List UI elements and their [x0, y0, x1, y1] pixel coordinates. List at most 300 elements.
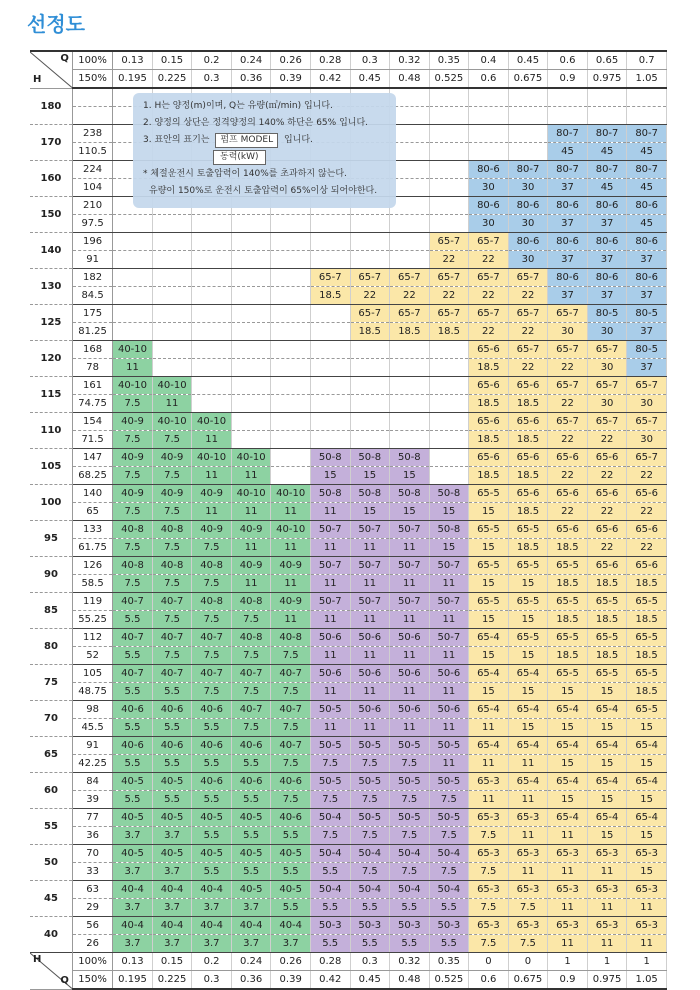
empty-cell — [231, 305, 271, 323]
power-kw-cell: 5.5 — [310, 935, 350, 953]
empty-cell — [231, 413, 271, 431]
head-65pct: 58.5 — [72, 575, 112, 593]
power-kw-cell: 37 — [587, 215, 627, 233]
pump-model-cell: 65-4 — [469, 629, 509, 647]
power-kw-cell: 7.5 — [469, 863, 509, 881]
pump-model-cell: 50-6 — [429, 701, 469, 719]
header-q150-cell: 0.39 — [271, 70, 311, 89]
pump-model-cell: 40-7 — [271, 737, 311, 755]
footer-q150-cell: 0.525 — [429, 971, 469, 990]
footer-q150-cell: 0.42 — [310, 971, 350, 990]
power-kw-cell: 7.5 — [429, 863, 469, 881]
power-kw-cell: 7.5 — [113, 503, 153, 521]
empty-cell — [429, 88, 469, 107]
empty-cell — [587, 88, 627, 107]
pump-model-cell: 50-5 — [310, 737, 350, 755]
power-kw-cell: 15 — [508, 683, 548, 701]
pump-model-cell: 50-6 — [350, 665, 390, 683]
empty-cell — [271, 287, 311, 305]
head-65pct: 36 — [72, 827, 112, 845]
footer-q-cell: 1 — [587, 953, 627, 971]
head-140pct: 63 — [72, 881, 112, 899]
power-kw-cell: 15 — [548, 755, 588, 773]
power-kw-cell: 5.5 — [113, 719, 153, 737]
head-value: 85 — [30, 593, 72, 629]
power-kw-cell: 11 — [350, 611, 390, 629]
header-q-cell: 0.6 — [548, 51, 588, 70]
pump-model-cell: 40-10 — [113, 341, 153, 359]
power-kw-cell: 22 — [587, 467, 627, 485]
power-kw-cell: 22 — [350, 287, 390, 305]
power-kw-cell: 7.5 — [152, 431, 192, 449]
pump-model-cell: 65-6 — [508, 485, 548, 503]
pump-model-cell: 65-4 — [548, 737, 588, 755]
empty-cell — [152, 323, 192, 341]
pump-model-cell: 80-6 — [627, 269, 667, 287]
empty-cell — [390, 341, 430, 359]
head-140pct: 77 — [72, 809, 112, 827]
pump-model-cell: 40-5 — [152, 809, 192, 827]
power-kw-cell: 15 — [469, 575, 509, 593]
power-kw-cell: 22 — [390, 287, 430, 305]
power-kw-cell: 5.5 — [231, 827, 271, 845]
empty-cell — [271, 359, 311, 377]
empty-cell — [271, 431, 311, 449]
empty-cell — [271, 467, 311, 485]
pump-model-cell: 80-6 — [469, 161, 509, 179]
head-value: 160 — [30, 161, 72, 197]
power-kw-cell: 7.5 — [390, 863, 430, 881]
pump-model-cell: 40-7 — [113, 665, 153, 683]
pump-model-cell: 50-4 — [310, 845, 350, 863]
pump-model-cell: 65-6 — [548, 521, 588, 539]
empty-cell — [192, 359, 232, 377]
empty-cell — [469, 88, 509, 107]
head-65pct: 97.5 — [72, 215, 112, 233]
pump-model-cell: 80-6 — [627, 197, 667, 215]
pump-model-cell: 40-7 — [152, 665, 192, 683]
power-kw-cell: 11 — [310, 719, 350, 737]
pump-model-cell: 65-4 — [508, 665, 548, 683]
head-140pct: 168 — [72, 341, 112, 359]
pump-model-cell: 50-8 — [429, 485, 469, 503]
pump-model-cell: 65-4 — [469, 737, 509, 755]
power-kw-cell: 18.5 — [508, 395, 548, 413]
power-kw-cell: 5.5 — [350, 899, 390, 917]
pump-model-cell: 40-9 — [231, 557, 271, 575]
empty-cell — [429, 143, 469, 161]
power-kw-cell: 11 — [429, 683, 469, 701]
power-kw-cell: 7.5 — [271, 647, 311, 665]
pump-model-cell: 40-8 — [231, 593, 271, 611]
header-q-cell: 0.3 — [350, 51, 390, 70]
power-kw-cell: 5.5 — [192, 755, 232, 773]
empty-cell — [192, 395, 232, 413]
header-q150-cell: 0.195 — [113, 70, 153, 89]
power-kw-cell: 22 — [548, 503, 588, 521]
empty-cell — [548, 88, 588, 107]
power-kw-cell: 30 — [508, 215, 548, 233]
pump-model-cell: 65-3 — [548, 881, 588, 899]
pump-model-cell: 65-7 — [390, 269, 430, 287]
pump-model-cell: 40-7 — [231, 665, 271, 683]
pump-model-cell: 65-3 — [508, 845, 548, 863]
power-kw-cell: 3.7 — [231, 935, 271, 953]
power-kw-cell: 15 — [469, 539, 509, 557]
footer-q150-cell: 1.05 — [627, 971, 667, 990]
pump-model-cell: 65-7 — [310, 269, 350, 287]
power-kw-cell: 7.5 — [231, 647, 271, 665]
power-kw-cell: 15 — [469, 683, 509, 701]
pump-model-cell: 40-8 — [113, 521, 153, 539]
pump-model-cell: 40-10 — [192, 449, 232, 467]
empty-cell — [429, 179, 469, 197]
power-kw-cell: 18.5 — [587, 611, 627, 629]
pump-model-cell: 65-4 — [548, 809, 588, 827]
pump-model-cell: 40-10 — [271, 521, 311, 539]
pump-model-cell: 40-9 — [271, 557, 311, 575]
power-kw-cell: 11 — [231, 575, 271, 593]
power-kw-cell: 30 — [587, 395, 627, 413]
empty-cell — [271, 251, 311, 269]
power-kw-cell: 11 — [390, 575, 430, 593]
power-kw-cell: 18.5 — [469, 431, 509, 449]
header-q-cell: 0.13 — [113, 51, 153, 70]
head-value: 60 — [30, 773, 72, 809]
head-65pct: 110.5 — [72, 143, 112, 161]
pump-model-cell: 40-5 — [271, 881, 311, 899]
power-kw-cell: 22 — [508, 323, 548, 341]
power-kw-cell: 18.5 — [627, 647, 667, 665]
head-65pct — [72, 107, 112, 125]
power-kw-cell: 18.5 — [548, 611, 588, 629]
power-kw-cell: 11 — [548, 935, 588, 953]
empty-cell — [627, 88, 667, 107]
pump-model-cell: 80-6 — [587, 269, 627, 287]
head-140pct: 105 — [72, 665, 112, 683]
power-kw-cell: 37 — [548, 215, 588, 233]
power-kw-cell: 18.5 — [469, 359, 509, 377]
power-kw-cell: 18.5 — [469, 395, 509, 413]
power-kw-cell: 7.5 — [152, 503, 192, 521]
header-q150-cell: 0.6 — [469, 70, 509, 89]
pump-model-cell: 50-7 — [350, 521, 390, 539]
header-q150-cell: 0.36 — [231, 70, 271, 89]
power-kw-cell: 5.5 — [429, 935, 469, 953]
pump-model-cell: 40-9 — [192, 485, 232, 503]
pump-model-cell: 65-5 — [469, 521, 509, 539]
power-kw-cell: 7.5 — [231, 611, 271, 629]
head-140pct: 196 — [72, 233, 112, 251]
pump-model-cell: 65-7 — [429, 269, 469, 287]
pump-model-cell: 65-3 — [548, 845, 588, 863]
power-kw-cell: 30 — [587, 359, 627, 377]
empty-cell — [350, 251, 390, 269]
pump-model-cell: 50-3 — [390, 917, 430, 935]
empty-cell — [231, 323, 271, 341]
pump-model-cell: 65-6 — [627, 485, 667, 503]
pump-model-cell: 40-8 — [231, 629, 271, 647]
power-kw-cell: 7.5 — [310, 755, 350, 773]
power-kw-cell: 11 — [271, 611, 311, 629]
power-kw-cell: 37 — [548, 179, 588, 197]
pump-model-cell: 40-7 — [271, 665, 311, 683]
head-value: 65 — [30, 737, 72, 773]
power-kw-cell: 30 — [627, 395, 667, 413]
power-kw-cell: 15 — [390, 467, 430, 485]
empty-cell — [271, 233, 311, 251]
head-value: 180 — [30, 88, 72, 125]
empty-cell — [350, 215, 390, 233]
pump-model-cell: 65-7 — [350, 305, 390, 323]
empty-cell — [231, 287, 271, 305]
power-kw-cell: 30 — [627, 431, 667, 449]
pump-model-cell: 65-3 — [508, 809, 548, 827]
empty-cell — [350, 341, 390, 359]
empty-cell — [152, 233, 192, 251]
pump-model-cell: 40-7 — [152, 629, 192, 647]
pump-model-cell: 65-4 — [587, 773, 627, 791]
pump-model-cell: 40-9 — [192, 521, 232, 539]
pump-model-cell: 50-6 — [390, 629, 430, 647]
pump-model-cell: 65-3 — [469, 881, 509, 899]
empty-cell — [271, 377, 311, 395]
power-kw-cell: 11 — [548, 827, 588, 845]
pump-model-cell: 65-4 — [508, 773, 548, 791]
head-value: 40 — [30, 917, 72, 953]
footer-q150-cell: 0.48 — [390, 971, 430, 990]
header-q-cell: 0.4 — [469, 51, 509, 70]
power-kw-cell: 7.5 — [508, 899, 548, 917]
power-kw-cell: 22 — [548, 395, 588, 413]
pump-model-cell: 40-6 — [192, 701, 232, 719]
power-kw-cell: 11 — [390, 683, 430, 701]
pump-model-cell: 40-10 — [192, 413, 232, 431]
power-kw-cell: 15 — [469, 647, 509, 665]
power-kw-cell: 5.5 — [350, 935, 390, 953]
pump-model-cell: 40-9 — [152, 485, 192, 503]
pump-model-cell: 65-7 — [587, 341, 627, 359]
empty-cell — [192, 251, 232, 269]
power-kw-cell: 11 — [310, 539, 350, 557]
head-65pct: 81.25 — [72, 323, 112, 341]
head-140pct: 133 — [72, 521, 112, 539]
power-kw-cell: 7.5 — [310, 791, 350, 809]
footer-q150-cell: 0.6 — [469, 971, 509, 990]
pump-model-cell: 50-8 — [350, 449, 390, 467]
power-kw-cell: 15 — [508, 719, 548, 737]
header-q-cell: 0.65 — [587, 51, 627, 70]
power-kw-cell: 18.5 — [508, 467, 548, 485]
pump-model-cell: 50-8 — [390, 485, 430, 503]
pump-model-cell: 65-7 — [469, 269, 509, 287]
power-kw-cell: 5.5 — [231, 791, 271, 809]
pump-model-cell: 50-7 — [390, 521, 430, 539]
pump-model-cell: 65-4 — [627, 737, 667, 755]
pump-model-cell: 65-5 — [587, 665, 627, 683]
head-140pct: 91 — [72, 737, 112, 755]
power-kw-cell: 37 — [627, 251, 667, 269]
power-legend-box: 동력(kW) — [213, 150, 266, 165]
empty-cell — [231, 431, 271, 449]
power-kw-cell: 11 — [429, 575, 469, 593]
pump-model-cell: 65-7 — [627, 413, 667, 431]
pump-model-cell: 40-7 — [113, 629, 153, 647]
pump-model-cell: 80-7 — [508, 161, 548, 179]
empty-cell — [350, 395, 390, 413]
pump-model-cell: 40-6 — [271, 773, 311, 791]
note-line-2: 2. 양정의 상단은 정격양정의 140% 하단은 65% 입니다. — [143, 118, 369, 128]
pump-model-cell: 40-5 — [152, 773, 192, 791]
pump-model-cell: 65-3 — [627, 917, 667, 935]
power-kw-cell: 22 — [627, 539, 667, 557]
power-kw-cell: 11 — [390, 611, 430, 629]
pump-model-cell: 40-7 — [192, 629, 232, 647]
empty-cell — [271, 215, 311, 233]
power-kw-cell: 22 — [548, 431, 588, 449]
power-kw-cell: 5.5 — [152, 755, 192, 773]
empty-cell — [152, 215, 192, 233]
empty-cell — [310, 251, 350, 269]
head-65pct: 48.75 — [72, 683, 112, 701]
head-value: 110 — [30, 413, 72, 449]
empty-cell — [429, 413, 469, 431]
pump-model-cell: 40-7 — [192, 665, 232, 683]
pump-model-cell: 65-5 — [627, 701, 667, 719]
pump-model-cell: 65-5 — [548, 593, 588, 611]
pump-model-cell: 50-5 — [390, 773, 430, 791]
empty-cell — [350, 413, 390, 431]
page-title: 선정도 — [27, 12, 85, 36]
power-kw-cell: 5.5 — [271, 827, 311, 845]
pump-model-cell: 50-8 — [350, 485, 390, 503]
pump-model-cell: 65-6 — [587, 485, 627, 503]
power-kw-cell: 11 — [271, 575, 311, 593]
header-q150-cell: 0.48 — [390, 70, 430, 89]
empty-cell — [390, 431, 430, 449]
pump-model-cell: 50-7 — [429, 593, 469, 611]
power-kw-cell: 7.5 — [152, 539, 192, 557]
pump-model-cell: 65-3 — [469, 917, 509, 935]
power-kw-cell: 11 — [390, 719, 430, 737]
power-kw-cell: 11 — [231, 503, 271, 521]
pump-model-cell: 50-6 — [429, 665, 469, 683]
pump-model-cell: 40-5 — [231, 845, 271, 863]
pump-model-cell: 50-7 — [310, 593, 350, 611]
power-kw-cell: 7.5 — [350, 827, 390, 845]
pump-model-cell: 65-7 — [548, 377, 588, 395]
power-kw-cell: 15 — [587, 827, 627, 845]
empty-cell — [429, 197, 469, 215]
power-kw-cell: 5.5 — [152, 791, 192, 809]
pump-model-cell: 40-6 — [231, 737, 271, 755]
pump-model-cell: 40-4 — [113, 881, 153, 899]
empty-cell — [310, 359, 350, 377]
empty-cell — [508, 143, 548, 161]
empty-cell — [231, 233, 271, 251]
pump-model-cell: 40-4 — [231, 917, 271, 935]
power-kw-cell: 3.7 — [271, 935, 311, 953]
empty-cell — [390, 413, 430, 431]
empty-cell — [310, 431, 350, 449]
empty-cell — [231, 269, 271, 287]
power-kw-cell: 15 — [548, 683, 588, 701]
power-kw-cell: 15 — [627, 863, 667, 881]
empty-cell — [192, 341, 232, 359]
power-kw-cell: 11 — [587, 899, 627, 917]
pump-model-cell: 40-7 — [271, 701, 311, 719]
head-value: 115 — [30, 377, 72, 413]
footer-q150-cell: 0.975 — [587, 971, 627, 990]
header-q150-cell: 0.525 — [429, 70, 469, 89]
power-kw-cell: 11 — [429, 755, 469, 773]
header-corner-label — [30, 51, 72, 88]
pump-model-cell: 65-4 — [469, 665, 509, 683]
header-h-label: H — [33, 73, 42, 85]
note-line-3 — [143, 132, 386, 149]
pump-model-cell: 65-5 — [627, 629, 667, 647]
pump-model-cell: 50-6 — [390, 665, 430, 683]
power-kw-cell: 11 — [271, 503, 311, 521]
power-kw-cell: 11 — [192, 467, 232, 485]
empty-cell — [231, 341, 271, 359]
pump-model-cell: 65-6 — [508, 377, 548, 395]
head-140pct: 140 — [72, 485, 112, 503]
power-kw-cell: 5.5 — [310, 863, 350, 881]
pump-model-cell: 50-3 — [429, 917, 469, 935]
power-kw-cell: 11 — [113, 359, 153, 377]
pump-model-cell: 40-8 — [113, 557, 153, 575]
pump-model-cell: 80-5 — [627, 341, 667, 359]
pump-model-cell: 50-7 — [310, 557, 350, 575]
empty-cell — [271, 413, 311, 431]
note-line-5: * 체절운전시 토출압력이 140%를 초과하지 않는다. — [143, 169, 347, 179]
power-kw-cell: 22 — [508, 287, 548, 305]
head-140pct: 70 — [72, 845, 112, 863]
power-kw-cell: 5.5 — [113, 611, 153, 629]
power-kw-cell: 3.7 — [113, 935, 153, 953]
power-kw-cell: 11 — [429, 719, 469, 737]
pump-model-cell: 50-6 — [310, 629, 350, 647]
power-kw-cell: 7.5 — [192, 575, 232, 593]
empty-cell — [587, 107, 627, 125]
pump-model-cell: 80-7 — [587, 125, 627, 143]
power-kw-cell: 18.5 — [548, 539, 588, 557]
power-kw-cell: 7.5 — [350, 791, 390, 809]
power-kw-cell: 18.5 — [469, 467, 509, 485]
pump-model-cell: 50-6 — [350, 701, 390, 719]
power-kw-cell: 45 — [627, 215, 667, 233]
power-kw-cell: 3.7 — [152, 899, 192, 917]
head-value: 95 — [30, 521, 72, 557]
power-kw-cell: 15 — [627, 827, 667, 845]
empty-cell — [271, 395, 311, 413]
power-kw-cell: 7.5 — [231, 683, 271, 701]
power-kw-cell: 7.5 — [429, 791, 469, 809]
empty-cell — [310, 395, 350, 413]
header-q-cell: 0.2 — [192, 51, 232, 70]
pump-model-cell: 40-10 — [231, 449, 271, 467]
empty-cell — [350, 359, 390, 377]
pump-model-cell: 80-6 — [548, 269, 588, 287]
pump-model-cell: 50-7 — [310, 521, 350, 539]
power-kw-cell: 15 — [508, 647, 548, 665]
footer-q150-cell: 0.675 — [508, 971, 548, 990]
power-kw-cell: 37 — [627, 287, 667, 305]
power-kw-cell: 11 — [310, 683, 350, 701]
pump-model-cell: 40-7 — [231, 701, 271, 719]
pump-model-cell: 40-8 — [152, 521, 192, 539]
